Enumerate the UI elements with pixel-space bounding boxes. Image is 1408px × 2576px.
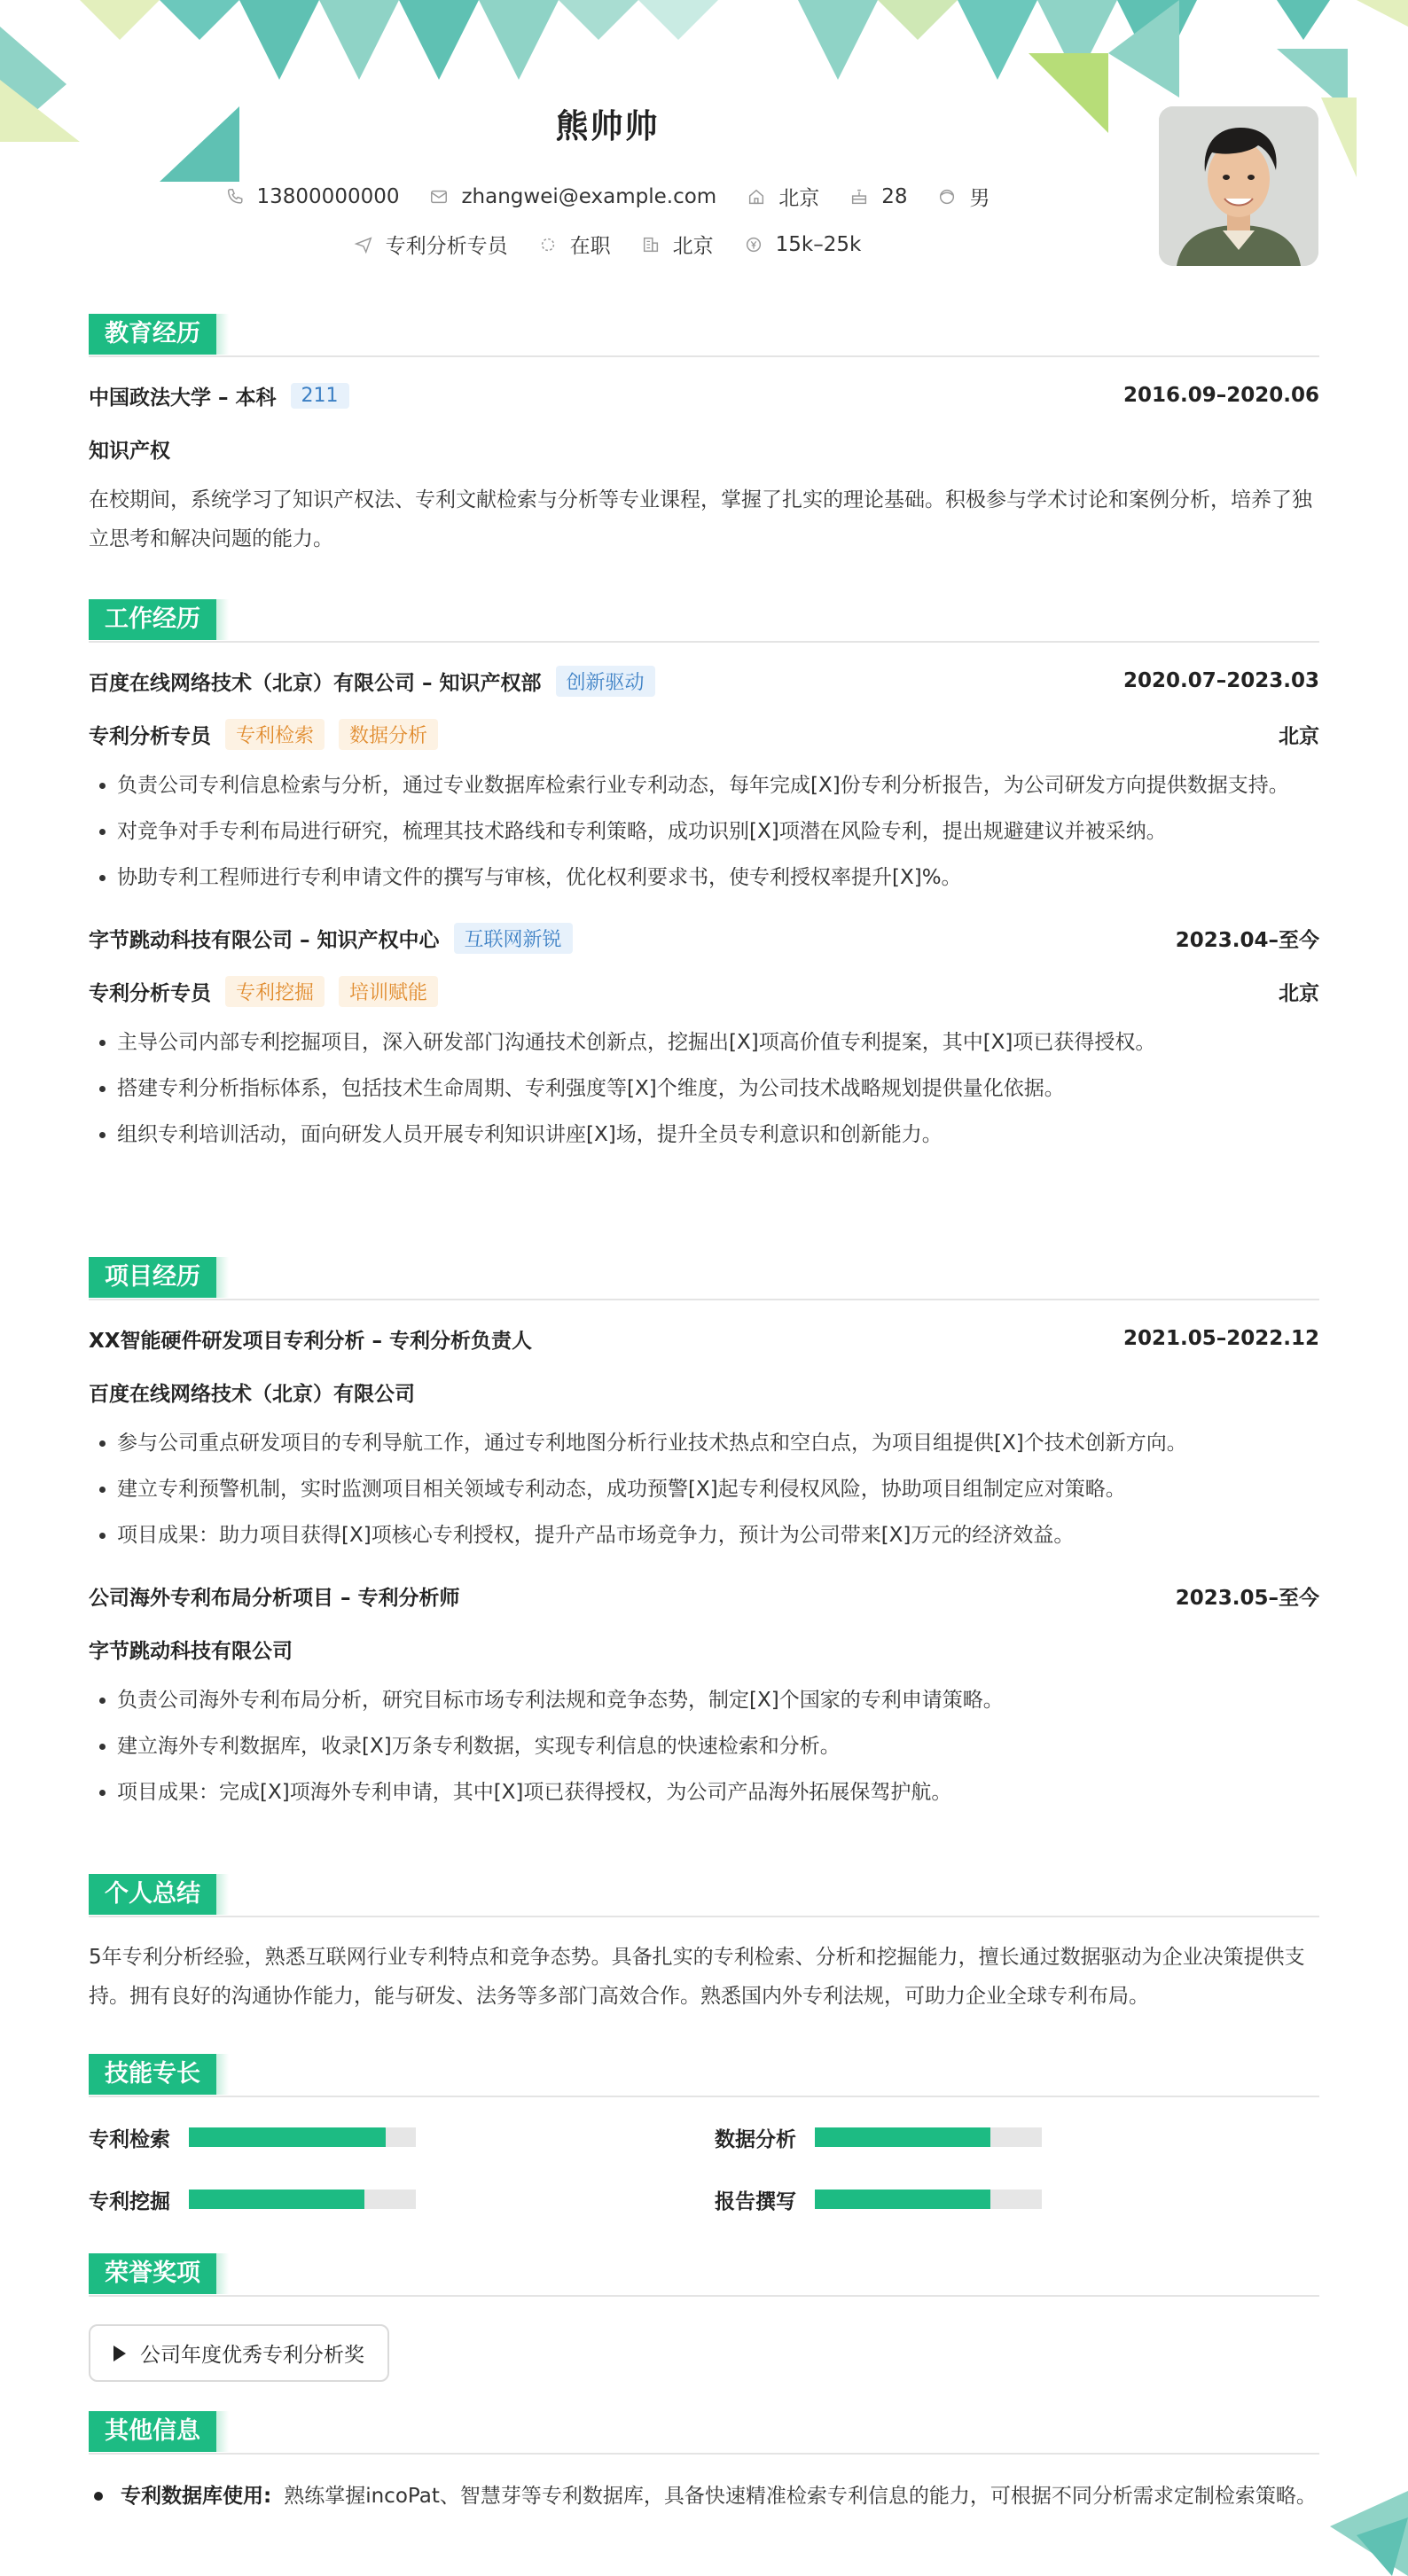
skill-bar-fill (189, 2127, 386, 2147)
phone-icon (225, 187, 245, 207)
skill-name: 专利检索 (89, 2127, 170, 2151)
gender-item (937, 182, 990, 211)
gender-text: 男 (969, 187, 990, 210)
profile-photo (1159, 106, 1318, 266)
resume-header (0, 0, 1408, 284)
project-name: XX智能硬件研发项目专利分析 – 专利分析负责人 (89, 1329, 532, 1353)
other-text: 熟练掌握incoPat、智慧芽等专利数据库，具备快速精准检索专利信息的能力，可根据不同分析需求定制检索策略。 (284, 2485, 1317, 2508)
project-row (89, 1578, 1319, 1613)
list-item: • 协助专利工程师进行专利申请文件的撰写与审核，优化权利要求书，使专利授权率提升[X]%。 (117, 858, 1319, 897)
summary-header (89, 1874, 1319, 1918)
salary-text: 15k–25k (775, 232, 862, 256)
work-date: 2020.07–2023.03 (1122, 669, 1319, 692)
project-item (89, 1578, 1319, 1812)
company-tag: 互联网新锐 (454, 923, 573, 954)
phone-item (225, 185, 400, 208)
list-item: • 对竞争对手专利布局进行研究，梳理其技术路线和专利策略，成功识别[X]项潜在风险专利，提出规避建议并被采纳。 (117, 812, 1319, 851)
list-item: • 项目成果：完成[X]项海外专利申请，其中[X]项已获得授权，为公司产品海外拓展保驾护航。 (117, 1773, 1319, 1812)
gender-icon (937, 187, 957, 207)
building-icon (641, 235, 661, 254)
skills-section (89, 2054, 1319, 2212)
projects-title: 项目经历 (89, 1257, 216, 1298)
skill-item (89, 2125, 715, 2150)
city-item (747, 182, 819, 211)
role-row (89, 716, 1319, 752)
education-date: 2016.09–2020.06 (1122, 384, 1319, 407)
job-text: 专利分析专员 (385, 235, 508, 258)
project-company: 百度在线网络技术（北京）有限公司 (89, 1382, 415, 1406)
role-row (89, 973, 1319, 1009)
work-header (89, 599, 1319, 644)
section-divider (89, 1916, 1319, 1917)
skill-name: 专利挖掘 (89, 2190, 170, 2213)
project-name: 公司海外专利布局分析项目 – 专利分析师 (89, 1586, 460, 1610)
section-divider (89, 2295, 1319, 2297)
age-item (849, 185, 907, 208)
summary-text: 5年专利分析经验，熟悉互联网行业专利特点和竞争态势。具备扎实的专利检索、分析和挖掘能力，擅长通过数据驱动为企业决策提供支持。拥有良好的沟通协作能力，能与研发、法务等多部门高效合作。熟悉国内外专利法规，可助力企业全球专利布局。 (89, 1946, 1305, 2008)
list-item: • 负责公司海外专利布局分析，研究目标市场专利法规和竞争态势，制定[X]个国家的专利申请策略。 (117, 1681, 1319, 1720)
company-row (89, 920, 1319, 956)
skills-grid (89, 2125, 1319, 2212)
work-location: 北京 (1279, 981, 1319, 1005)
phone-text: 13800000000 (256, 184, 400, 208)
project-date: 2023.05–至今 (1175, 1586, 1319, 1610)
contact-row (0, 182, 1215, 211)
work-item (89, 663, 1319, 897)
other-item (89, 2477, 1319, 2516)
work-item (89, 920, 1319, 1154)
section-divider (89, 355, 1319, 357)
section-divider (89, 1299, 1319, 1300)
education-desc: 在校期间，系统学习了知识产权法、专利文献检索与分析等专业课程，掌握了扎实的理论基础。积极参与学术讨论和案例分析，培养了独立思考和解决问题的能力。 (89, 488, 1312, 550)
work-section (89, 599, 1319, 1161)
work-bullets (89, 1023, 1319, 1154)
project-date: 2021.05–2022.12 (1122, 1327, 1319, 1350)
avatar (1159, 106, 1318, 266)
other-header (89, 2411, 1319, 2455)
skill-bar-fill (815, 2127, 990, 2147)
skills-title: 技能专长 (89, 2054, 216, 2095)
status-item (538, 230, 611, 259)
cake-icon (849, 187, 869, 207)
projects-header (89, 1257, 1319, 1301)
email-text: zhangwei@example.com (461, 184, 717, 208)
project-bullets (89, 1681, 1319, 1812)
company-name: 百度在线网络技术（北京）有限公司 – 知识产权部 (89, 671, 542, 695)
skill-item (89, 2187, 715, 2212)
list-item: • 主导公司内部专利挖掘项目，深入研发部门沟通技术创新点，挖掘出[X]项高价值专利提案，其中[X]项已获得授权。 (117, 1023, 1319, 1062)
role-tag: 培训赋能 (339, 976, 438, 1007)
education-section (89, 314, 1319, 558)
company-name: 字节跳动科技有限公司 – 知识产权中心 (89, 928, 440, 952)
section-divider (89, 2096, 1319, 2097)
play-icon (113, 2346, 126, 2361)
job-row (0, 230, 1215, 259)
list-item: • 搭建专利分析指标体系，包括技术生命周期、专利强度等[X]个维度，为公司技术战略规划提供量化依据。 (117, 1069, 1319, 1108)
skill-bar (815, 2127, 1042, 2147)
skill-bar (189, 2127, 416, 2147)
award-label: 公司年度优秀专利分析奖 (140, 2344, 364, 2367)
project-row (89, 1321, 1319, 1356)
major-row (89, 431, 1319, 466)
summary-section (89, 1874, 1319, 2016)
status-icon (538, 235, 558, 254)
other-label: 专利数据库使用: (121, 2485, 272, 2508)
home-icon (747, 187, 766, 207)
summary-title: 个人总结 (89, 1874, 216, 1915)
send-icon (354, 235, 373, 254)
role-tag: 数据分析 (339, 719, 438, 750)
projects-section (89, 1257, 1319, 1819)
skill-item (715, 2187, 1319, 2212)
other-section (89, 2411, 1319, 2516)
list-item: • 负责公司专利信息检索与分析，通过专业数据库检索行业专利动态，每年完成[X]份专利分析报告，为公司研发方向提供数据支持。 (117, 766, 1319, 805)
skill-name: 报告撰写 (715, 2190, 796, 2213)
role-tag: 专利检索 (225, 719, 325, 750)
company-row (89, 663, 1319, 699)
education-row (89, 378, 1319, 413)
project-item (89, 1321, 1319, 1555)
salary-icon (744, 235, 763, 254)
candidate-name: 熊帅帅 (555, 107, 660, 145)
section-divider (89, 2453, 1319, 2455)
footer-decoration (1312, 2473, 1408, 2576)
status-text: 在职 (569, 235, 611, 258)
list-item: • 参与公司重点研发项目的专利导航工作，通过专利地图分析行业技术热点和空白点，为项目组提供[X]个技术创新方向。 (117, 1424, 1319, 1463)
work-location: 北京 (1279, 724, 1319, 748)
school-name: 中国政法大学 – 本科 (89, 386, 277, 410)
city-text: 北京 (778, 187, 820, 210)
awards-section (89, 2253, 1319, 2382)
work-title: 工作经历 (89, 599, 216, 640)
major-text: 知识产权 (89, 439, 170, 463)
school-tag: 211 (291, 383, 349, 409)
skill-bar (815, 2190, 1042, 2209)
section-divider (89, 641, 1319, 643)
awards-header (89, 2253, 1319, 2298)
bullet-dot (94, 2492, 103, 2501)
skill-name: 数据分析 (715, 2127, 796, 2151)
company-tag: 创新驱动 (556, 666, 655, 697)
project-company: 字节跳动科技有限公司 (89, 1639, 293, 1663)
work-date: 2023.04–至今 (1175, 928, 1319, 952)
salary-item (744, 233, 862, 256)
role-name: 专利分析专员 (89, 724, 211, 748)
list-item: • 建立海外专利数据库，收录[X]万条专利数据，实现专利信息的快速检索和分析。 (117, 1727, 1319, 1766)
project-bullets (89, 1424, 1319, 1555)
skill-bar-fill (189, 2190, 364, 2209)
mail-icon (429, 187, 449, 207)
award-item-button[interactable] (89, 2324, 389, 2382)
list-item: • 组织专利培训活动，面向研发人员开展专利知识讲座[X]场，提升全员专利意识和创新能力。 (117, 1115, 1319, 1154)
project-company-row (89, 1631, 1319, 1667)
work-bullets (89, 766, 1319, 897)
age-text: 28 (881, 184, 908, 208)
education-title: 教育经历 (89, 314, 216, 355)
job-item (354, 230, 508, 259)
target-city-text: 北京 (672, 235, 714, 258)
other-title: 其他信息 (89, 2411, 216, 2452)
email-item (429, 185, 716, 208)
education-header (89, 314, 1319, 358)
awards-title: 荣誉奖项 (89, 2253, 216, 2294)
skill-item (715, 2125, 1319, 2150)
role-tag: 专利挖掘 (225, 976, 325, 1007)
skill-bar-fill (815, 2190, 990, 2209)
role-name: 专利分析专员 (89, 981, 211, 1005)
skills-header (89, 2054, 1319, 2098)
list-item: • 项目成果：助力项目获得[X]项核心专利授权，提升产品市场竞争力，预计为公司带来[X]万元的经济效益。 (117, 1516, 1319, 1555)
list-item: • 建立专利预警机制，实时监测项目相关领域专利动态，成功预警[X]起专利侵权风险，协助项目组制定应对策略。 (117, 1470, 1319, 1509)
project-company-row (89, 1374, 1319, 1409)
skill-bar (189, 2190, 416, 2209)
target-city-item (641, 230, 714, 259)
